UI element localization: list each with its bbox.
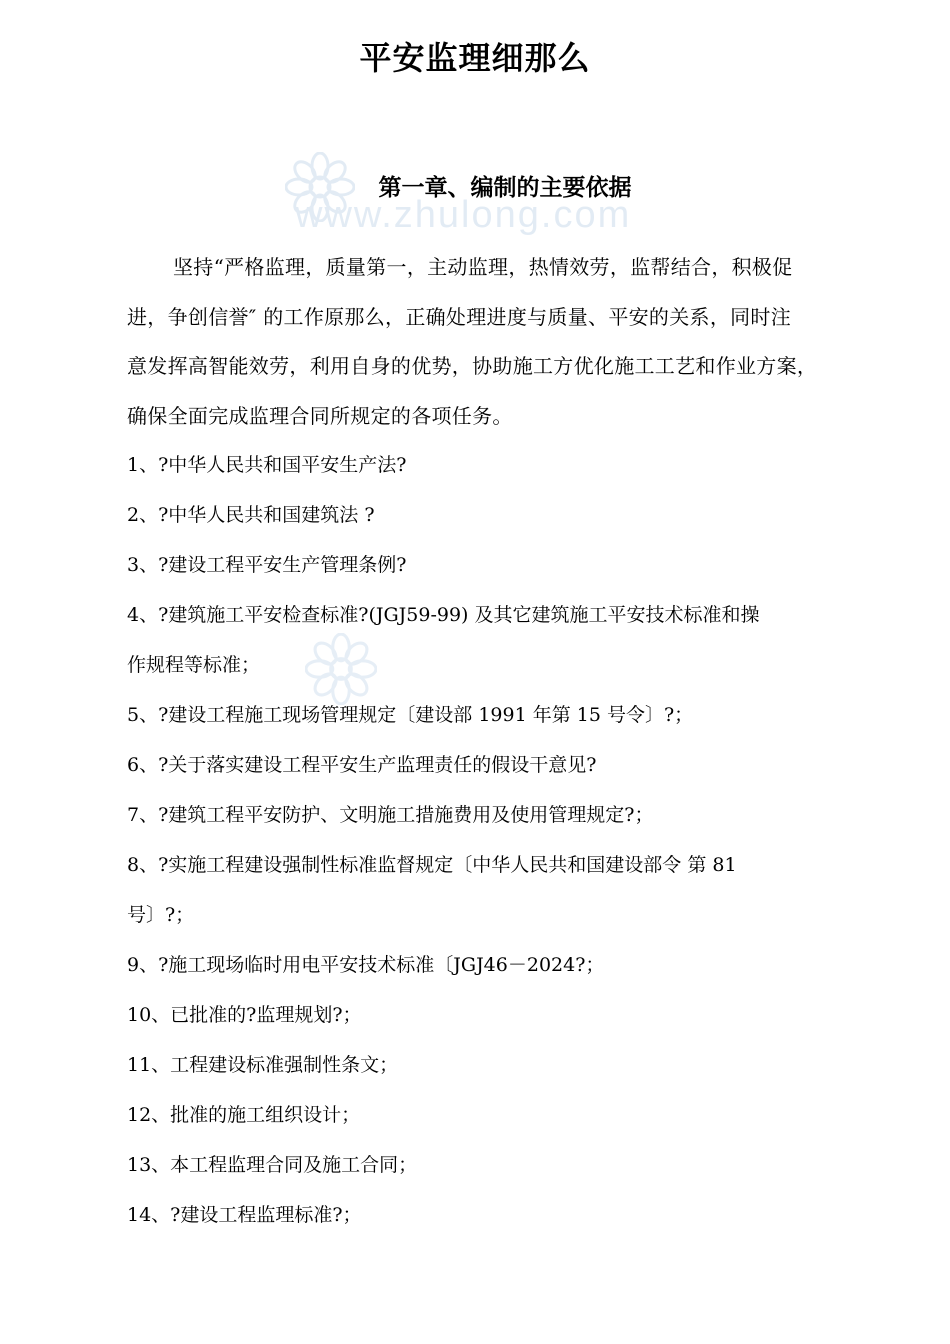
list-item: 13、本工程监理合同及施工合同； xyxy=(127,1154,418,1176)
watermark-text: www.zhulong.com xyxy=(295,194,632,236)
intro-line: 坚持“严格监理，质量第一，主动监理，热情效劳，监帮结合，积极促 xyxy=(173,255,793,279)
list-item: 12、批准的施工组织设计； xyxy=(127,1104,361,1126)
list-item: 10、已批准的?监理规划?； xyxy=(127,1004,362,1026)
list-item: 9、?施工现场临时用电平安技术标准〔JGJ46－2024?； xyxy=(127,954,605,976)
list-item: 1、?中华人民共和国平安生产法? xyxy=(127,454,407,476)
intro-line: 进，争创信誉″ 的工作原那么，正确处理进度与质量、平安的关系，同时注 xyxy=(127,304,792,329)
intro-paragraph xyxy=(127,243,883,441)
list-item: 7、?建筑工程平安防护、文明施工措施费用及使用管理规定?； xyxy=(127,804,654,826)
intro-line: 意发挥高智能效劳，利用自身的优势，协助施工方优化施工工艺和作业方案， xyxy=(127,354,818,378)
list-item: 4、?建筑施工平安检查标准?(JGJ59-99) 及其它建筑施工平安技术标准和操 xyxy=(127,604,760,626)
list-item: 5、?建设工程施工现场管理规定〔建设部 1991 年第 15 号令〕?； xyxy=(127,704,694,726)
chapter-heading: 第一章、编制的主要依据 xyxy=(378,175,632,201)
list-item: 8、?实施工程建设强制性标准监督规定〔中华人民共和国建设部令 第 81 xyxy=(127,854,737,876)
list-item: 作规程等标准； xyxy=(127,654,261,676)
list-item: 6、?关于落实建设工程平安生产监理责任的假设干意见? xyxy=(127,754,597,776)
reference-list xyxy=(127,440,883,1240)
list-item: 14、?建设工程监理标准?； xyxy=(127,1204,362,1226)
document-title: 平安监理细那么 xyxy=(359,39,591,77)
list-item: 号〕?； xyxy=(127,904,195,926)
intro-line: 确保全面完成监理合同所规定的各项任务。 xyxy=(127,403,513,428)
list-item: 2、?中华人民共和国建筑法 ? xyxy=(127,504,375,526)
list-item: 3、?建设工程平安生产管理条例? xyxy=(127,554,407,576)
list-item: 11、工程建设标准强制性条文； xyxy=(127,1054,399,1076)
